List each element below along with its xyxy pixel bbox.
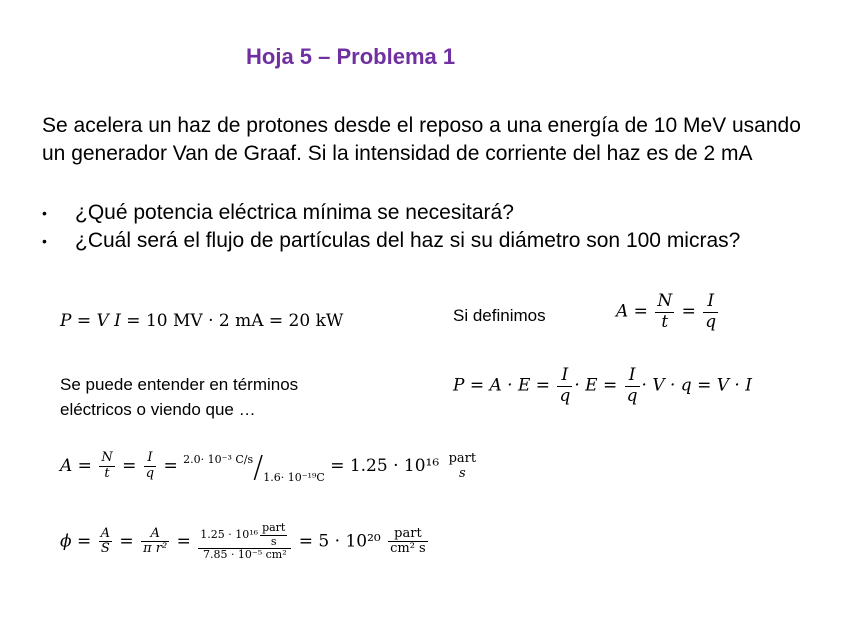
denominator: q [626,385,638,406]
numerator: N [101,450,113,466]
fraction [557,366,572,406]
fraction [99,451,114,482]
denominator: t [661,311,669,332]
fraction [141,527,169,558]
phi-lhs: ϕ = [60,531,97,552]
power-equation [60,311,343,331]
denominator: q [145,466,155,481]
question-item [42,199,822,227]
denominator: S [100,541,110,557]
a-lhs: A = [60,456,98,476]
def-lhs: A = [616,301,654,322]
problem-statement: Se acelera un haz de protones desde el reposo a una energía de 10 MeV usando un generador Van de Graaf. Si la intensidad de corriente del haz es de 2 mA [42,114,801,165]
division-slash: / [253,450,264,485]
explanation-line: eléctricos o viendo que … [60,400,256,419]
unit-numerator: part [388,527,428,543]
denominator: t [104,466,110,481]
question-list [42,199,822,255]
numerator: I [557,366,572,387]
unit-numerator: part [448,450,477,466]
question-text: ¿Qué potencia eléctrica mínima se necesitará? [75,201,514,224]
pe-lhs: P = A · E = [453,375,556,396]
fraction [447,452,479,482]
phi-result: = 5 · 10²⁰ [298,531,381,552]
current-value: 2.0· 10⁻³ C/s [183,453,254,466]
equals-sign: = [676,301,702,322]
explanation-line: Se puede entender en términos [60,375,299,394]
numerator: A [100,525,111,541]
flux-denominator-value: 7.85 · 10⁻⁵ cm² [202,548,287,562]
flux-numerator-value: 1.25 · 10¹⁶ [200,528,259,542]
question-text: ¿Cuál será el flujo de partículas del haz si su diámetro son 100 micras? [75,229,741,252]
bullet-icon: • [42,205,47,221]
numerator [198,522,291,549]
power-rhs: 10 MV · 2 mA = 20 kW [145,311,344,331]
definition-equation [616,292,720,332]
fraction [388,527,428,558]
numerator: A [141,527,169,543]
charge-value: 1.6· 10⁻¹⁹C [263,471,325,484]
denominator: q [705,311,717,332]
pe-mid: · E = [574,375,623,396]
unit-denominator: cm² s [390,541,426,557]
unit-denominator: s [459,465,466,481]
numerator: N [657,291,673,311]
fraction [703,292,718,332]
denominator: q [559,385,571,406]
power-lhs: P = V I = [60,311,146,331]
flux-equation: ϕ = $\frac{A}{S}$ = $\frac{A}{\text{π r²}}$ = 1.25 · 10¹⁶ $\frac{\text{part}}{s}$ 7.85 · 10⁻⁵ cm² = 5 · 10²⁰ $\frac{\text{part}}{\text{cm² s}}$ [60,521,426,562]
unit-denominator: s [270,534,277,548]
fraction [198,522,291,562]
si-definimos-label: Si definimos [453,306,546,325]
numerator: I [625,366,640,387]
denominator: π r² [143,541,168,557]
fraction [99,527,112,558]
particle-rate-equation: A = $\frac{N}{t}$ = $\frac{I}{q}$ = $^{2.0\cdot 10^{-3} C/s}/_{1.6\cdot 10^{-19}C} = 1.25 \cdot 10^{16}$ part s [60,450,477,485]
explanation-text [60,372,298,422]
numerator: I [144,451,156,467]
a-result: = 1.25 · 10¹⁶ [330,456,440,476]
fraction [260,522,287,548]
question-item [42,227,822,255]
bullet-icon: • [42,233,47,249]
fraction [144,451,156,482]
unit-numerator: part [262,521,286,534]
slide-title: Hoja 5 – Problema 1 [246,44,456,69]
fraction [625,366,640,406]
fraction [655,292,674,332]
pe-rhs: · V · q = V · I [641,375,752,396]
power-energy-equation [453,366,752,406]
numerator: I [703,292,718,313]
